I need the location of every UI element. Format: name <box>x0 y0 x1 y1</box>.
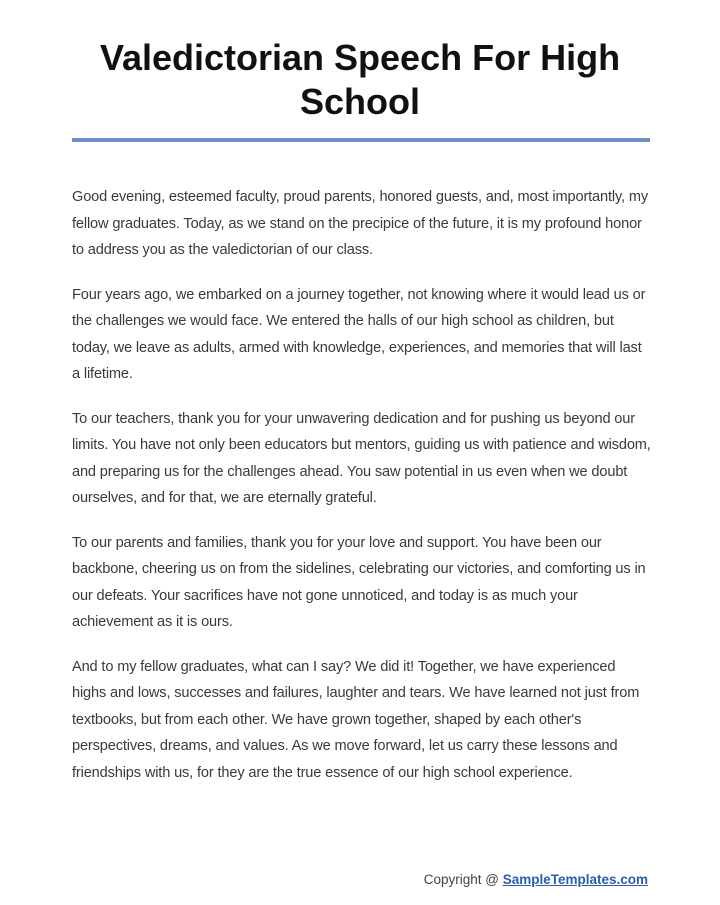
paragraph-parents: To our parents and families, thank you for your love and support. You have been our backbone, cheering us on from the sidelines, celebrating our victories, and comforting us in our defeats. Your sacrifices have not gone unnoticed, and today is as much your achievement as it is ours. <box>72 534 646 630</box>
page-title: Valedictorian Speech For High School <box>99 37 621 122</box>
copyright-footer <box>424 872 648 887</box>
paragraph-teachers: To our teachers, thank you for your unwavering dedication and for pushing us beyond our limits. You have not only been educators but mentors, guiding us with patience and wisdom, and preparing us for the challenges ahead. You saw potential in us even when we doubt ourselves, and for that, we are eternally grateful. <box>72 410 651 506</box>
copyright-text: Copyright @ <box>423 872 503 887</box>
title-divider <box>72 138 650 142</box>
paragraph-graduates: And to my fellow graduates, what can I say? We did it! Together, we have experienced highs and lows, successes and failures, laughter and tears. We have learned not just from textbooks, but from each other. We have grown together, shaped by each other's perspectives, dreams, and values. As we move forward, let us carry these lessons and friendships with us, for they are the true essence of our high school experience. <box>72 658 640 781</box>
sampletemplates-link[interactable]: SampleTemplates.com <box>502 872 648 887</box>
paragraph-journey: Four years ago, we embarked on a journey together, not knowing where it would lead us or the challenges we would face. We entered the halls of our high school as children, but today, we leave as adults, armed with knowledge, experiences, and memories that will last a lifetime. <box>72 286 646 382</box>
speech-body <box>72 184 652 804</box>
paragraph-greeting: Good evening, esteemed faculty, proud parents, honored guests, and, most importantly, my fellow graduates. Today, as we stand on the precipice of the future, it is my profound honor to address you as the valedictorian of our class. <box>72 189 649 258</box>
